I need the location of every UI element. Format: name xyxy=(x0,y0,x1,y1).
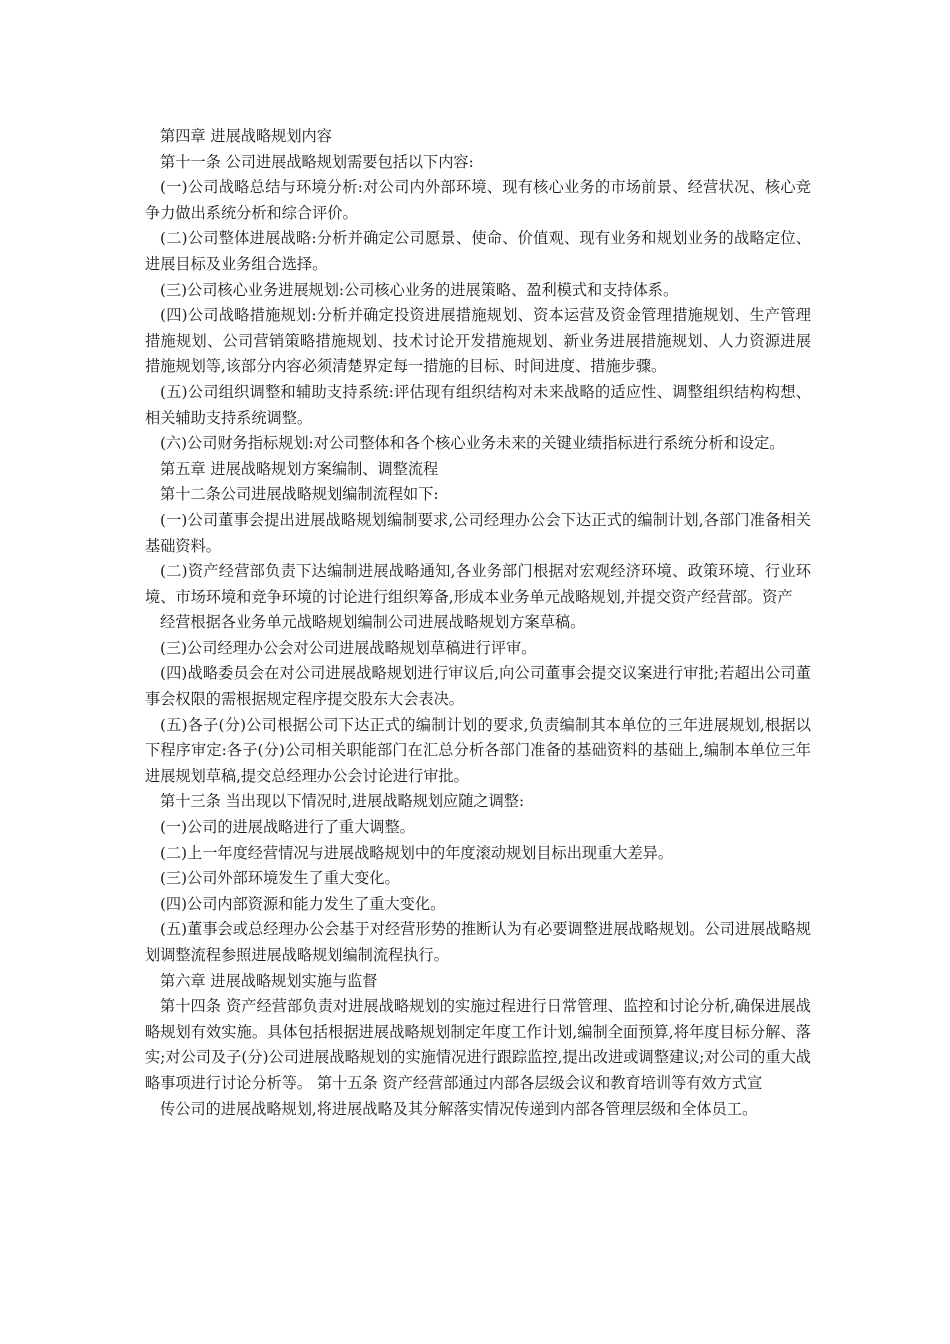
article-11-item-3: (三)公司核心业务进展规划:公司核心业务的进展策略、盈利模式和支持体系。 xyxy=(160,280,679,299)
article-12-item-2: (二)资产经营部负责下达编制进展战略通知,各业务部门根据对宏观经济环境、政策环境、行业环境、市场环境和竞争环境的讨论进行组织筹备,形成本业务单元战略规划,并提交资产经营部。资产 xyxy=(145,562,811,606)
article-12-item-3: (三)公司经理办公会对公司进展战略规划草稿进行评审。 xyxy=(160,638,537,657)
article-13-item-2: (二)上一年度经营情况与进展战略规划中的年度滚动规划目标出现重大差异。 xyxy=(160,843,674,862)
article-11: 第十一条 公司进展战略规划需要包括以下内容: xyxy=(160,152,474,171)
article-12-item-2-continued: 经营根据各业务单元战略规划编制公司进展战略规划方案草稿。 xyxy=(160,613,586,632)
article-13: 第十三条 当出现以下情况时,进展战略规划应随之调整: xyxy=(160,792,525,811)
article-15-continued: 传公司的进展战略规划,将进展战略及其分解落实情况传递到内部各管理层级和全体员工。 xyxy=(160,1099,758,1118)
article-13-item-1: (一)公司的进展战略进行了重大调整。 xyxy=(160,818,415,837)
article-11-item-5: (五)公司组织调整和辅助支持系统:评估现有组织结构对未来战略的适应性、调整组织结构构想、相关辅助支持系统调整。 xyxy=(145,382,811,427)
article-11-item-6: (六)公司财务指标规划:对公司整体和各个核心业务未来的关键业绩指标进行系统分析和设定。 xyxy=(160,434,785,453)
document-body xyxy=(145,124,811,1122)
article-12: 第十二条公司进展战略规划编制流程如下: xyxy=(160,485,439,504)
article-13-item-3: (三)公司外部环境发生了重大变化。 xyxy=(160,869,400,888)
article-11-item-2: (二)公司整体进展战略:分析并确定公司愿景、使命、价值观、现有业务和规划业务的战略定位、进展目标及业务组合选择。 xyxy=(145,229,811,273)
article-12-item-4: (四)战略委员会在对公司进展战略规划进行审议后,向公司董事会提交议案进行审批;若超出公司董事会权限的需根据规定程序提交股东大会表决。 xyxy=(145,664,811,709)
chapter-heading-4: 第四章 进展战略规划内容 xyxy=(160,127,332,145)
chapter-heading-6: 第六章 进展战略规划实施与监督 xyxy=(160,971,378,990)
article-12-item-1: (一)公司董事会提出进展战略规划编制要求,公司经理办公会下达正式的编制计划,各部门准备相关基础资料。 xyxy=(145,510,811,555)
article-11-item-4: (四)公司战略措施规划:分析并确定投资进展措施规划、资本运营及资金管理措施规划、生产管理措施规划、公司营销策略措施规划、技术讨论开发措施规划、新业务进展措施规划、人力资源进展措施规划等,该部分内容必须清楚界定每一措施的目标、时间进度、措施步骤。 xyxy=(145,306,811,376)
article-13-item-4: (四)公司内部资源和能力发生了重大变化。 xyxy=(160,894,446,913)
article-11-item-1: (一)公司战略总结与环境分析:对公司内外部环境、现有核心业务的市场前景、经营状况、核心竞争力做出系统分析和综合评价。 xyxy=(145,178,811,222)
chapter-heading-5: 第五章 进展战略规划方案编制、调整流程 xyxy=(160,459,439,478)
article-12-item-5: (五)各子(分)公司根据公司下达正式的编制计划的要求,负责编制其本单位的三年进展规划,根据以下程序审定:各子(分)公司相关职能部门在汇总分析各部门准备的基础资料的基础上,编制本单位三年进展规划草稿,提交总经理办公会讨论进行审批。 xyxy=(145,715,811,785)
article-14-15: 第十四条 资产经营部负责对进展战略规划的实施过程进行日常管理、监控和讨论分析,确保进展战略规划有效实施。具体包括根据进展战略规划制定年度工作计划,编制全面预算,将年度目标分解、落实;对公司及子(分)公司进展战略规划的实施情况进行跟踪监控,提出改进或调整建议;对公司的重大战略事项进行讨论分析等。 第十五条 资产经营部通过内部各层级会议和教育培训等有效方式宣 xyxy=(145,997,811,1092)
article-13-item-5: (五)董事会或总经理办公会基于对经营形势的推断认为有必要调整进展战略规划。公司进展战略规划调整流程参照进展战略规划编制流程执行。 xyxy=(145,920,811,964)
